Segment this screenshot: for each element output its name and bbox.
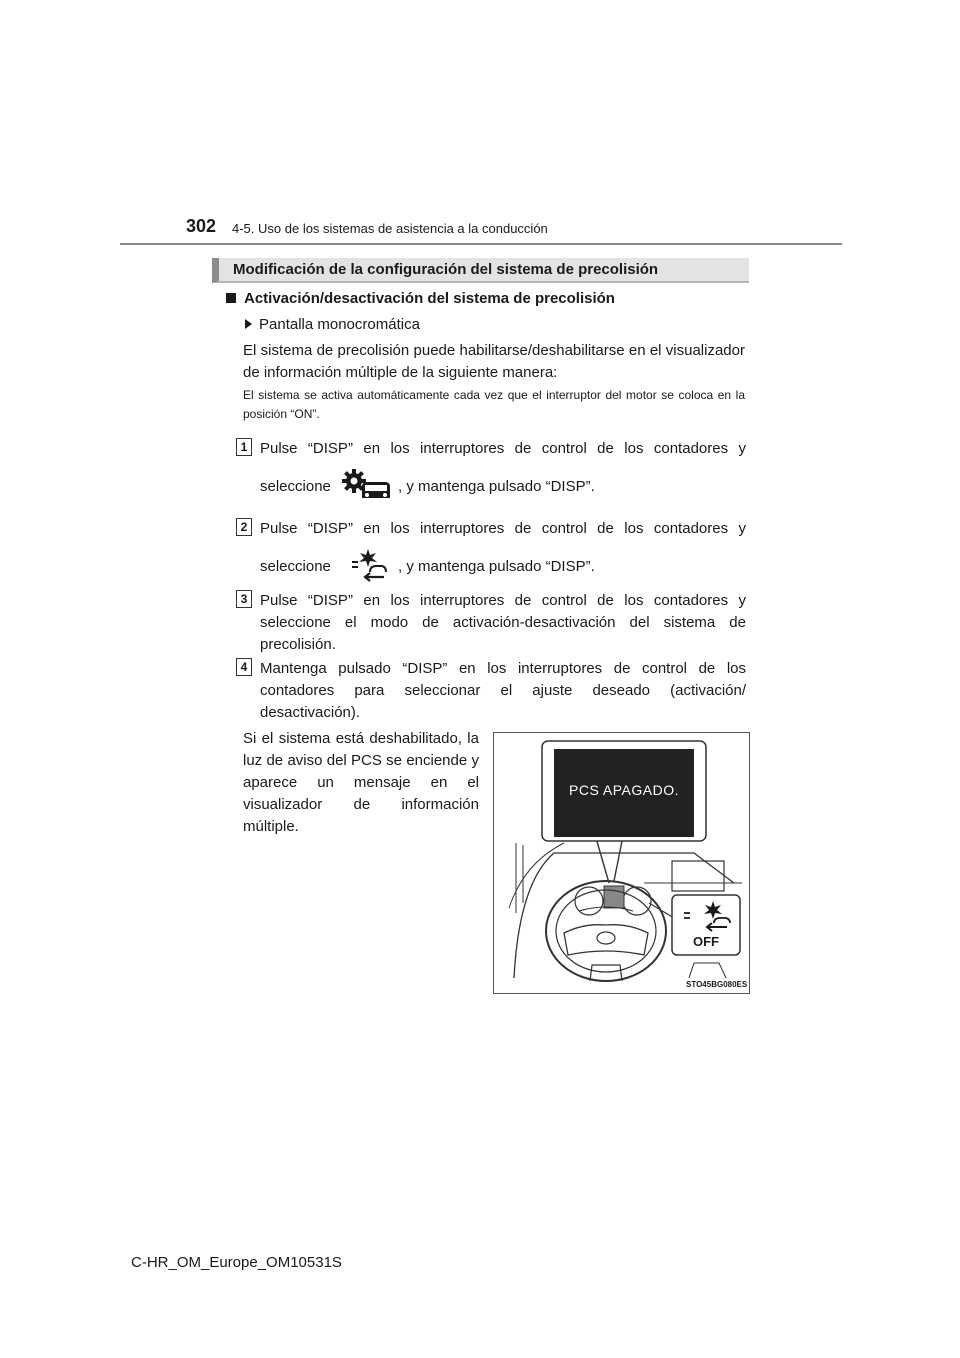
- triangle-bullet-icon: [245, 319, 252, 329]
- step-number-3: 3: [236, 590, 252, 608]
- subheading-text: Activación/desactivación del sistema de precolisión: [244, 290, 615, 307]
- step-1-post: , y mantenga pulsado “DISP”.: [398, 478, 595, 495]
- off-label: OFF: [693, 934, 719, 949]
- pcs-icon: [348, 548, 388, 582]
- display-type-text: Pantalla monocromática: [259, 316, 420, 333]
- page-number: 302: [186, 216, 217, 236]
- pcs-message: PCS APAGADO.: [569, 782, 679, 798]
- display-type-item: [245, 316, 420, 333]
- step-2-pre: seleccione: [260, 558, 331, 575]
- step-4-text: Mantenga pulsado “DISP” en los interruptores de control de los contadores para seleccionar el ajuste deseado (activación/ desactivación).: [260, 660, 746, 721]
- note-paragraph: El sistema se activa automáticamente cada vez que el interruptor del motor se coloca en la posición “ON”.: [243, 388, 745, 421]
- step-number-1: 1: [236, 438, 252, 456]
- step-number-2: 2: [236, 518, 252, 536]
- chapter-title: 4-5. Uso de los sistemas de asistencia a la conducción: [232, 221, 548, 236]
- header-rule: [120, 243, 842, 245]
- footer-text: C-HR_OM_Europe_OM10531S: [131, 1254, 342, 1271]
- step-2-line1: Pulse “DISP” en los interruptores de control de los contadores y: [260, 520, 746, 537]
- step-1-pre: seleccione: [260, 478, 331, 495]
- section-heading: [212, 258, 749, 283]
- section-title: Modificación de la configuración del sistema de precolisión: [233, 261, 659, 278]
- settings-vehicle-icon: [340, 468, 396, 500]
- step-number-4: 4: [236, 658, 252, 676]
- step-3-text: Pulse “DISP” en los interruptores de control de los contadores y seleccione el modo de activación-desactivación del sistema de precolisión.: [260, 592, 746, 653]
- step-2-post: , y mantenga pulsado “DISP”.: [398, 558, 595, 575]
- result-paragraph: Si el sistema está deshabilitado, la luz de aviso del PCS se enciende y aparece un mensaje en el visualizador de información múltiple.: [243, 730, 479, 835]
- intro-paragraph: El sistema de precolisión puede habilitarse/deshabilitarse en el visualizador de información múltiple de la siguiente manera:: [243, 342, 745, 381]
- step-1-line1: Pulse “DISP” en los interruptores de control de los contadores y: [260, 440, 746, 457]
- subheading: [226, 290, 615, 307]
- dashboard-illustration: [493, 732, 750, 994]
- square-bullet-icon: [226, 293, 236, 303]
- figure-code: STO45BG080ES: [686, 980, 748, 989]
